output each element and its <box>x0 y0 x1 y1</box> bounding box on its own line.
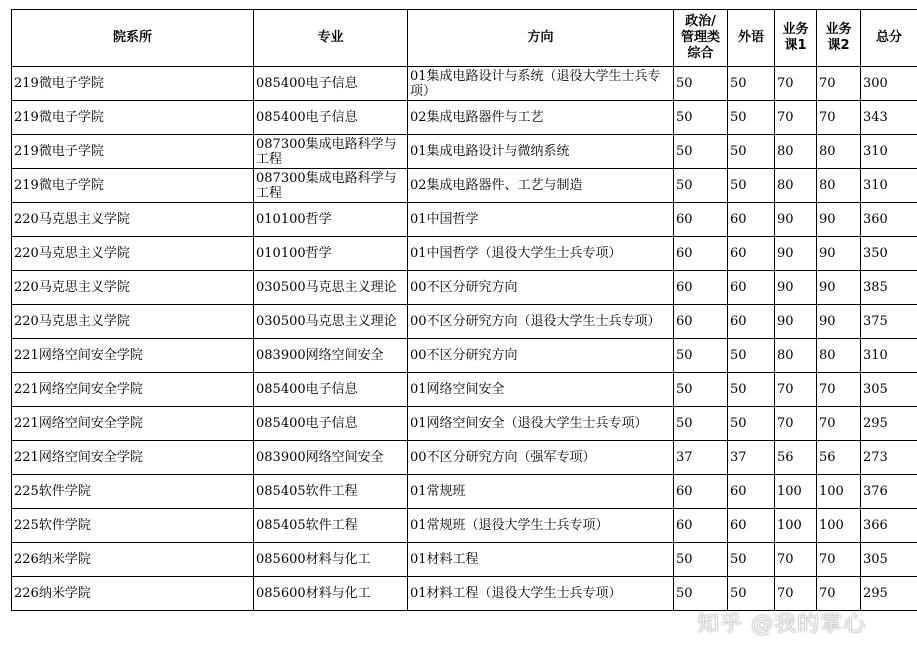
table-row <box>12 305 917 339</box>
cell-department: 225软件学院 <box>12 509 254 543</box>
cell-department: 219微电子学院 <box>12 67 254 101</box>
cell-course2: 80 <box>817 169 861 203</box>
cell-foreign: 37 <box>728 441 775 475</box>
cell-total: 310 <box>861 135 917 169</box>
cell-total: 305 <box>861 543 917 577</box>
cell-major: 085400电子信息 <box>254 101 408 135</box>
cell-direction: 01材料工程 <box>408 543 674 577</box>
cell-course2: 80 <box>817 135 861 169</box>
cell-politics: 50 <box>674 577 728 611</box>
cell-foreign: 60 <box>728 237 775 271</box>
cell-course1: 80 <box>775 339 817 373</box>
cell-total: 273 <box>861 441 917 475</box>
header-major: 专业 <box>254 10 408 67</box>
cell-course1: 90 <box>775 237 817 271</box>
cell-direction: 00不区分研究方向（强军专项） <box>408 441 674 475</box>
cell-course1: 70 <box>775 543 817 577</box>
table-row <box>12 407 917 441</box>
cell-major: 030500马克思主义理论 <box>254 305 408 339</box>
cell-foreign: 60 <box>728 475 775 509</box>
score-table <box>11 9 917 611</box>
cell-politics: 50 <box>674 407 728 441</box>
cell-politics: 60 <box>674 475 728 509</box>
table-row <box>12 543 917 577</box>
cell-politics: 37 <box>674 441 728 475</box>
cell-total: 295 <box>861 407 917 441</box>
cell-major: 087300集成电路科学与工程 <box>254 169 408 203</box>
cell-course2: 90 <box>817 237 861 271</box>
cell-politics: 60 <box>674 237 728 271</box>
cell-department: 221网络空间安全学院 <box>12 441 254 475</box>
cell-direction: 02集成电路器件、工艺与制造 <box>408 169 674 203</box>
cell-foreign: 60 <box>728 305 775 339</box>
cell-department: 219微电子学院 <box>12 169 254 203</box>
cell-total: 376 <box>861 475 917 509</box>
cell-total: 343 <box>861 101 917 135</box>
cell-course1: 100 <box>775 475 817 509</box>
header-total: 总分 <box>861 10 917 67</box>
cell-total: 300 <box>861 67 917 101</box>
cell-department: 219微电子学院 <box>12 101 254 135</box>
cell-department: 220马克思主义学院 <box>12 305 254 339</box>
cell-foreign: 60 <box>728 509 775 543</box>
cell-direction: 00不区分研究方向（退役大学生士兵专项） <box>408 305 674 339</box>
cell-course2: 56 <box>817 441 861 475</box>
cell-politics: 50 <box>674 169 728 203</box>
cell-politics: 60 <box>674 271 728 305</box>
header-direction: 方向 <box>408 10 674 67</box>
cell-course1: 80 <box>775 169 817 203</box>
cell-direction: 00不区分研究方向 <box>408 271 674 305</box>
cell-department: 219微电子学院 <box>12 135 254 169</box>
cell-direction: 01常规班（退役大学生士兵专项） <box>408 509 674 543</box>
cell-foreign: 60 <box>728 271 775 305</box>
header-course2-line1: 业务 <box>825 22 852 37</box>
cell-department: 225软件学院 <box>12 475 254 509</box>
cell-major: 085400电子信息 <box>254 67 408 101</box>
cell-course2: 70 <box>817 577 861 611</box>
cell-total: 305 <box>861 373 917 407</box>
cell-direction: 01网络空间安全 <box>408 373 674 407</box>
header-row <box>12 10 917 67</box>
header-course2-line2: 课2 <box>827 38 850 53</box>
watermark: 知乎 @我的掌心 <box>697 612 866 637</box>
cell-direction: 01常规班 <box>408 475 674 509</box>
cell-course2: 70 <box>817 373 861 407</box>
cell-major: 030500马克思主义理论 <box>254 271 408 305</box>
cell-course1: 70 <box>775 577 817 611</box>
cell-major: 010100哲学 <box>254 203 408 237</box>
cell-total: 350 <box>861 237 917 271</box>
cell-department: 220马克思主义学院 <box>12 203 254 237</box>
cell-direction: 01中国哲学（退役大学生士兵专项） <box>408 237 674 271</box>
score-table-container <box>11 9 917 611</box>
cell-foreign: 50 <box>728 339 775 373</box>
cell-direction: 01集成电路设计与微纳系统 <box>408 135 674 169</box>
table-row <box>12 237 917 271</box>
cell-department: 221网络空间安全学院 <box>12 373 254 407</box>
table-row <box>12 509 917 543</box>
table-row <box>12 271 917 305</box>
cell-direction: 01集成电路设计与系统（退役大学生士兵专项） <box>408 67 674 101</box>
cell-course2: 100 <box>817 509 861 543</box>
header-politics <box>674 10 728 67</box>
header-politics-line2: 管理类 <box>680 30 720 45</box>
cell-course1: 90 <box>775 271 817 305</box>
cell-foreign: 50 <box>728 101 775 135</box>
cell-course1: 100 <box>775 509 817 543</box>
cell-course2: 90 <box>817 305 861 339</box>
table-row <box>12 203 917 237</box>
cell-course1: 70 <box>775 373 817 407</box>
cell-total: 366 <box>861 509 917 543</box>
cell-department: 221网络空间安全学院 <box>12 407 254 441</box>
cell-total: 310 <box>861 169 917 203</box>
cell-major: 085405软件工程 <box>254 509 408 543</box>
cell-major: 085600材料与化工 <box>254 543 408 577</box>
cell-course1: 90 <box>775 305 817 339</box>
cell-politics: 50 <box>674 101 728 135</box>
cell-foreign: 60 <box>728 203 775 237</box>
cell-foreign: 50 <box>728 169 775 203</box>
cell-major: 085600材料与化工 <box>254 577 408 611</box>
table-row <box>12 475 917 509</box>
table-row <box>12 441 917 475</box>
table-row <box>12 169 917 203</box>
cell-major: 083900网络空间安全 <box>254 441 408 475</box>
cell-department: 226纳米学院 <box>12 543 254 577</box>
cell-major: 083900网络空间安全 <box>254 339 408 373</box>
cell-direction: 00不区分研究方向 <box>408 339 674 373</box>
table-row <box>12 135 917 169</box>
cell-major: 085405软件工程 <box>254 475 408 509</box>
cell-foreign: 50 <box>728 373 775 407</box>
table-row <box>12 101 917 135</box>
cell-politics: 60 <box>674 203 728 237</box>
cell-total: 385 <box>861 271 917 305</box>
cell-total: 295 <box>861 577 917 611</box>
table-row <box>12 339 917 373</box>
cell-course2: 90 <box>817 271 861 305</box>
cell-major: 085400电子信息 <box>254 407 408 441</box>
header-course1-line2: 课1 <box>784 38 807 53</box>
cell-course1: 90 <box>775 203 817 237</box>
cell-direction: 01网络空间安全（退役大学生士兵专项） <box>408 407 674 441</box>
cell-total: 310 <box>861 339 917 373</box>
table-row <box>12 373 917 407</box>
cell-direction: 02集成电路器件与工艺 <box>408 101 674 135</box>
cell-major: 087300集成电路科学与工程 <box>254 135 408 169</box>
cell-course1: 70 <box>775 407 817 441</box>
cell-course2: 70 <box>817 407 861 441</box>
cell-course1: 56 <box>775 441 817 475</box>
cell-foreign: 50 <box>728 577 775 611</box>
cell-department: 226纳米学院 <box>12 577 254 611</box>
header-course1-line1: 业务 <box>782 22 809 37</box>
header-politics-line1: 政治/ <box>685 14 716 29</box>
cell-course2: 70 <box>817 67 861 101</box>
cell-course2: 70 <box>817 543 861 577</box>
cell-course1: 70 <box>775 101 817 135</box>
cell-course1: 70 <box>775 67 817 101</box>
cell-foreign: 50 <box>728 67 775 101</box>
header-foreign: 外语 <box>728 10 775 67</box>
cell-total: 360 <box>861 203 917 237</box>
cell-politics: 60 <box>674 305 728 339</box>
cell-department: 220马克思主义学院 <box>12 271 254 305</box>
cell-department: 221网络空间安全学院 <box>12 339 254 373</box>
cell-course1: 80 <box>775 135 817 169</box>
cell-direction: 01材料工程（退役大学生士兵专项） <box>408 577 674 611</box>
cell-total: 375 <box>861 305 917 339</box>
header-department: 院系所 <box>12 10 254 67</box>
cell-politics: 50 <box>674 373 728 407</box>
cell-course2: 90 <box>817 203 861 237</box>
table-row <box>12 67 917 101</box>
cell-foreign: 50 <box>728 135 775 169</box>
cell-politics: 60 <box>674 509 728 543</box>
cell-major: 010100哲学 <box>254 237 408 271</box>
cell-major: 085400电子信息 <box>254 373 408 407</box>
cell-foreign: 50 <box>728 543 775 577</box>
cell-politics: 50 <box>674 135 728 169</box>
header-politics-line3: 综合 <box>687 46 714 61</box>
cell-direction: 01中国哲学 <box>408 203 674 237</box>
cell-course2: 70 <box>817 101 861 135</box>
cell-foreign: 50 <box>728 407 775 441</box>
cell-politics: 50 <box>674 339 728 373</box>
table-body <box>12 67 917 611</box>
table-row <box>12 577 917 611</box>
cell-course2: 100 <box>817 475 861 509</box>
header-course2 <box>817 10 861 67</box>
cell-politics: 50 <box>674 543 728 577</box>
cell-department: 220马克思主义学院 <box>12 237 254 271</box>
cell-course2: 80 <box>817 339 861 373</box>
header-course1 <box>775 10 817 67</box>
cell-politics: 50 <box>674 67 728 101</box>
